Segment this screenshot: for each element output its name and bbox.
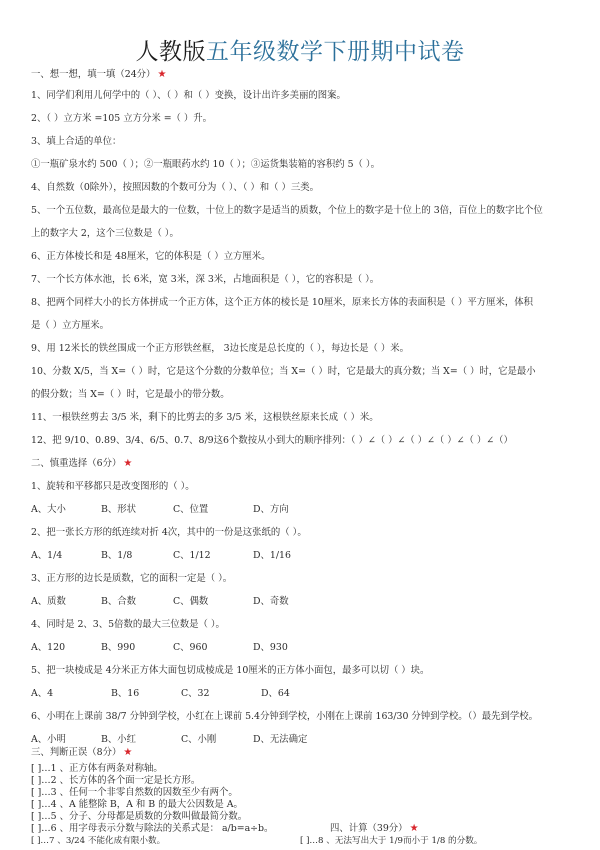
judge-item-3: [ ]…3 、任何一个非零自然数的因数至少有两个。: [31, 787, 238, 798]
fill-question-2: 2、（ ）立方米 =105 立方分米 =（ ）升。: [31, 113, 213, 124]
judge-item-1: [ ]…1 、正方体有两条对称轴。: [31, 763, 163, 774]
option-d: D、64: [261, 688, 290, 699]
page-title: 人教版五年级数学下册期中试卷: [135, 39, 465, 65]
choice-question-6: 6、小明在上课前 38/7 分钟到学校，小红在上课前 5.4分钟到学校，小刚在上课前 163/30 分钟到学校。（）最先到学校。: [31, 711, 538, 722]
star-icon: ★: [123, 747, 133, 758]
option-c: C、偶数: [173, 596, 209, 607]
judge-item-5: [ ]…5 、分子、分母都是质数的分数叫做最简分数。: [31, 811, 248, 822]
option-c: C、960: [173, 642, 208, 653]
judge-item-8: [ ]…8 、无法写出大于 1/9而小于 1/8 的分数。: [300, 836, 483, 846]
fill-question-3: 3、填上合适的单位：: [31, 136, 122, 147]
option-b: B、16: [111, 688, 140, 699]
fill-question-8: 8、把两个同样大小的长方体拼成一个正方体，这个正方体的棱长是 10厘米，原来长方体的表面积是（ ）平方厘米，体积: [31, 297, 533, 308]
star-icon: ★: [409, 823, 419, 834]
choice-question-5: 5、把一块棱成是 4分米正方体大面包切成棱成是 10厘米的正方体小面包，最多可以切（ ）块。: [31, 665, 430, 676]
fill-question-12: 12、把 9/10、0.89、3/4、6/5、0.7、8/9这6个数按从小到大的顺序排列：（ ）∠（ ）∠（ ）∠（ ）∠（ ）∠（）: [31, 435, 513, 446]
choice-question-2: 2、把一张长方形的纸连续对折 4次，其中的一份是这张纸的（ ）。: [31, 527, 307, 538]
judge-item-4: [ ]…4 、A 能整除 B，A 和 B 的最大公因数是 A。: [31, 799, 243, 810]
section-1-heading: 一、想一想，填一填（24分） ★: [31, 69, 167, 80]
fill-question-9: 9、用 12米长的铁丝围成一个正方形铁丝框， 3边长度是总长度的（ ），每边长是（ ）米。: [31, 343, 409, 354]
option-a: A、1/4: [31, 550, 63, 561]
option-b: B、合数: [101, 596, 137, 607]
fill-question-5-cont: 上的数字大 2，这个三位数是（ ）。: [31, 228, 179, 239]
fill-question-5: 5、一个五位数，最高位是最大的一位数，十位上的数字是适当的质数，个位上的数字是十位上的 3倍，百位上的数字比个位: [31, 205, 543, 216]
option-c: C、1/12: [173, 550, 211, 561]
option-d: D、1/16: [253, 550, 291, 561]
option-d: D、奇数: [253, 596, 289, 607]
fill-question-3-units: ①一瓶矿泉水约 500（ ）；②一瓶眼药水约 10（ ）；③运货集装箱的容积约 5（ ）。: [31, 159, 380, 170]
fill-question-7: 7、一个长方体水池，长 6米，宽 3米，深 3米，占地面积是（ ），它的容积是（ ）。: [31, 274, 380, 285]
fill-question-4: 4、自然数（0除外），按照因数的个数可分为（ ）、（ ）和（ ）三类。: [31, 182, 320, 193]
option-d: D、方向: [253, 504, 289, 515]
option-a: A、4: [31, 688, 54, 699]
judge-item-2: [ ]…2 、长方体的各个面一定是长方形。: [31, 775, 201, 786]
fill-question-11: 11、一根铁丝剪去 3/5 米，剩下的比剪去的多 3/5 米，这根铁丝原来长成（ ）米。: [31, 412, 379, 423]
section-3-heading: 三、判断正误（8分） ★: [31, 747, 133, 758]
star-icon: ★: [123, 458, 133, 469]
fill-question-6: 6、正方体棱长和是 48厘米，它的体积是（ ）立方厘米。: [31, 251, 271, 262]
judge-item-7: [ ]…7 、3/24 不能化成有限小数。: [31, 836, 166, 846]
option-a: A、小明: [31, 734, 66, 745]
star-icon: ★: [157, 69, 167, 80]
option-a: A、120: [31, 642, 66, 653]
option-c: C、小刚: [181, 734, 217, 745]
option-a: A、质数: [31, 596, 66, 607]
option-b: B、小红: [101, 734, 137, 745]
option-c: C、32: [181, 688, 210, 699]
fill-question-10-cont: 的假分数；当 X=（ ）时，它是最小的带分数。: [31, 389, 230, 400]
fill-question-8-cont: 是（ ）立方厘米。: [31, 320, 109, 331]
fill-question-10: 10、分数 X/5，当 X=（ ）时，它是这个分数的分数单位；当 X=（ ）时，它是最大的真分数；当 X=（ ）时，它是最小: [31, 366, 536, 377]
option-b: B、1/8: [101, 550, 133, 561]
option-b: B、形状: [101, 504, 137, 515]
section-2-heading: 二、慎重选择（6分） ★: [31, 458, 133, 469]
choice-question-1: 1、旋转和平移都只是改变图形的（ ）。: [31, 481, 195, 492]
option-d: D、无法确定: [253, 734, 308, 745]
option-a: A、大小: [31, 504, 66, 515]
option-b: B、990: [101, 642, 136, 653]
option-d: D、930: [253, 642, 288, 653]
section-4-heading: 四、计算（39分） ★: [330, 823, 419, 834]
judge-item-6: [ ]…6 、用字母表示分数与除法的关系式是： a/b=a÷b。: [31, 823, 274, 834]
fill-question-1: 1、同学们利用儿何学中的（ ）、（ ）和（ ）变换，设计出许多美丽的图案。: [31, 90, 346, 101]
choice-question-3: 3、正方形的边长是质数，它的面积一定是（ ）。: [31, 573, 233, 584]
option-c: C、位置: [173, 504, 209, 515]
choice-question-4: 4、同时是 2、3、5倍数的最大三位数是（ ）。: [31, 619, 225, 630]
